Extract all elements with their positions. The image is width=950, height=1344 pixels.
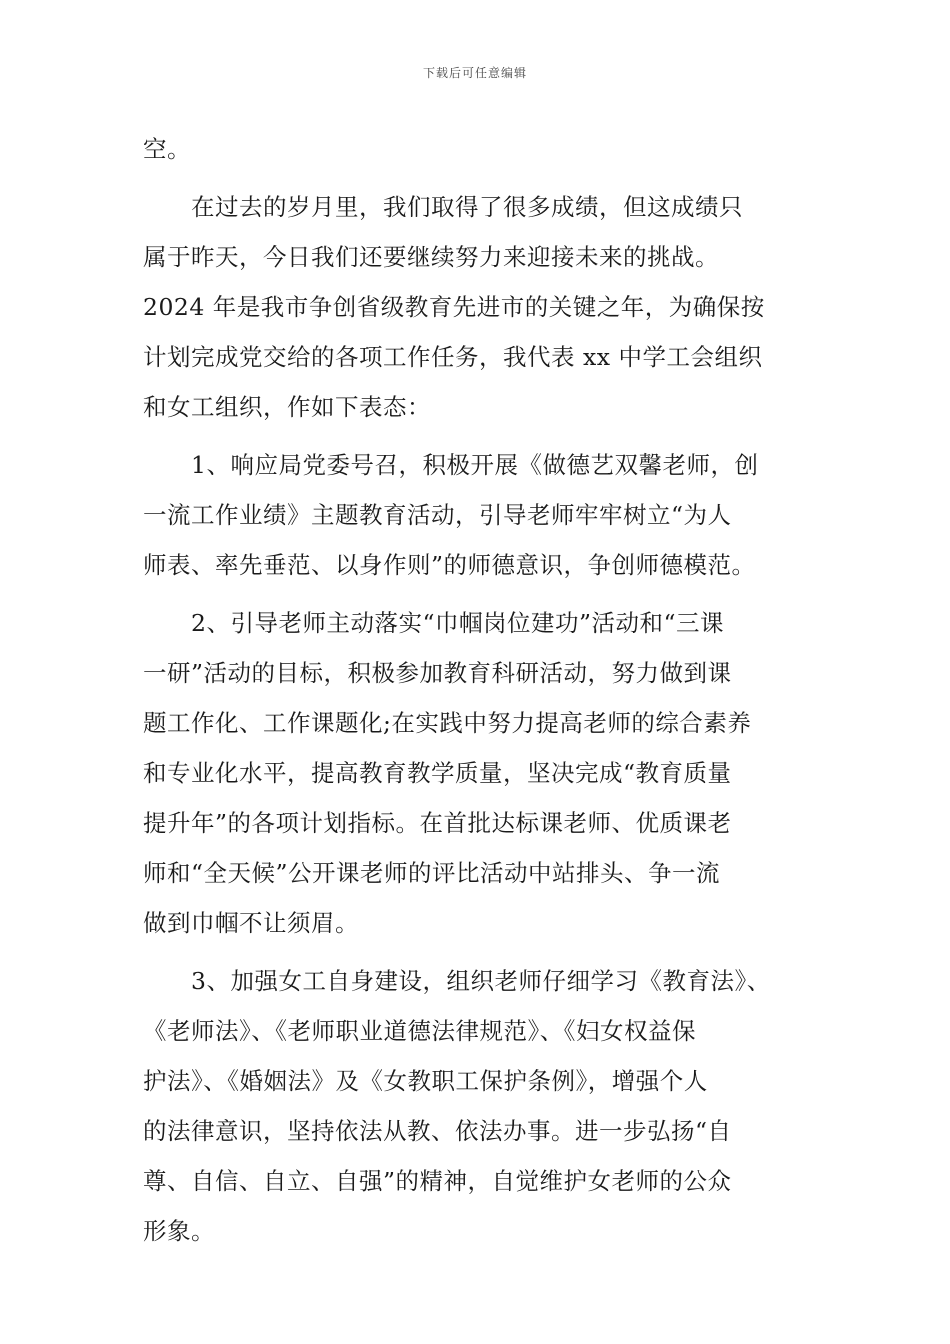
text-line: 2、引导老师主动落实“巾帼岗位建功”活动和“三课	[191, 609, 724, 637]
page-header: 下载后可任意编辑	[422, 66, 527, 80]
text-line: 护法》、《婚姻法》及《女教职工保护条例》，增强个人	[143, 1067, 708, 1095]
text-line: 形象。	[143, 1217, 215, 1245]
text-line: 提升年”的各项计划指标。在首批达标课老师、优质课老	[143, 809, 732, 837]
text-line: 和专业化水平，提高教育教学质量，坚决完成“教育质量	[143, 759, 732, 787]
text-line: 师表、率先垂范、以身作则”的师德意识，争创师德模范。	[143, 551, 756, 579]
text-line: 在过去的岁月里，我们取得了很多成绩，但这成绩只	[191, 193, 743, 221]
text-line: 空。	[143, 135, 191, 163]
text-line: 题工作化、工作课题化;在实践中努力提高老师的综合素养	[143, 709, 752, 737]
text-line: 师和“全天候”公开课老师的评比活动中站排头、争一流	[143, 859, 721, 887]
text-line: 计划完成党交给的各项工作任务，我代表 xx 中学工会组织	[143, 343, 763, 371]
text-line: 2024 年是我市争创省级教育先进市的关键之年，为确保按	[143, 293, 765, 321]
text-line: 尊、自信、自立、自强”的精神，自觉维护女老师的公众	[143, 1167, 732, 1195]
text-line: 《老师法》、《老师职业道德法律规范》、《妇女权益保	[143, 1017, 696, 1045]
document-body	[143, 124, 823, 1256]
text-line: 做到巾帼不让须眉。	[143, 909, 359, 937]
text-line: 一研”活动的目标，积极参加教育科研活动，努力做到课	[143, 659, 732, 687]
text-line: 1、响应局党委号召，积极开展《做德艺双馨老师，创	[191, 451, 759, 479]
text-line: 属于昨天，今日我们还要继续努力来迎接未来的挑战。	[143, 243, 719, 271]
text-line: 3、加强女工自身建设，组织老师仔细学习《教育法》、	[191, 967, 771, 995]
text-line: 和女工组织，作如下表态：	[143, 393, 431, 421]
text-line: 的法律意识，坚持依法从教、依法办事。进一步弘扬“自	[143, 1117, 732, 1145]
text-line: 一流工作业绩》主题教育活动，引导老师牢牢树立“为人	[143, 501, 732, 529]
